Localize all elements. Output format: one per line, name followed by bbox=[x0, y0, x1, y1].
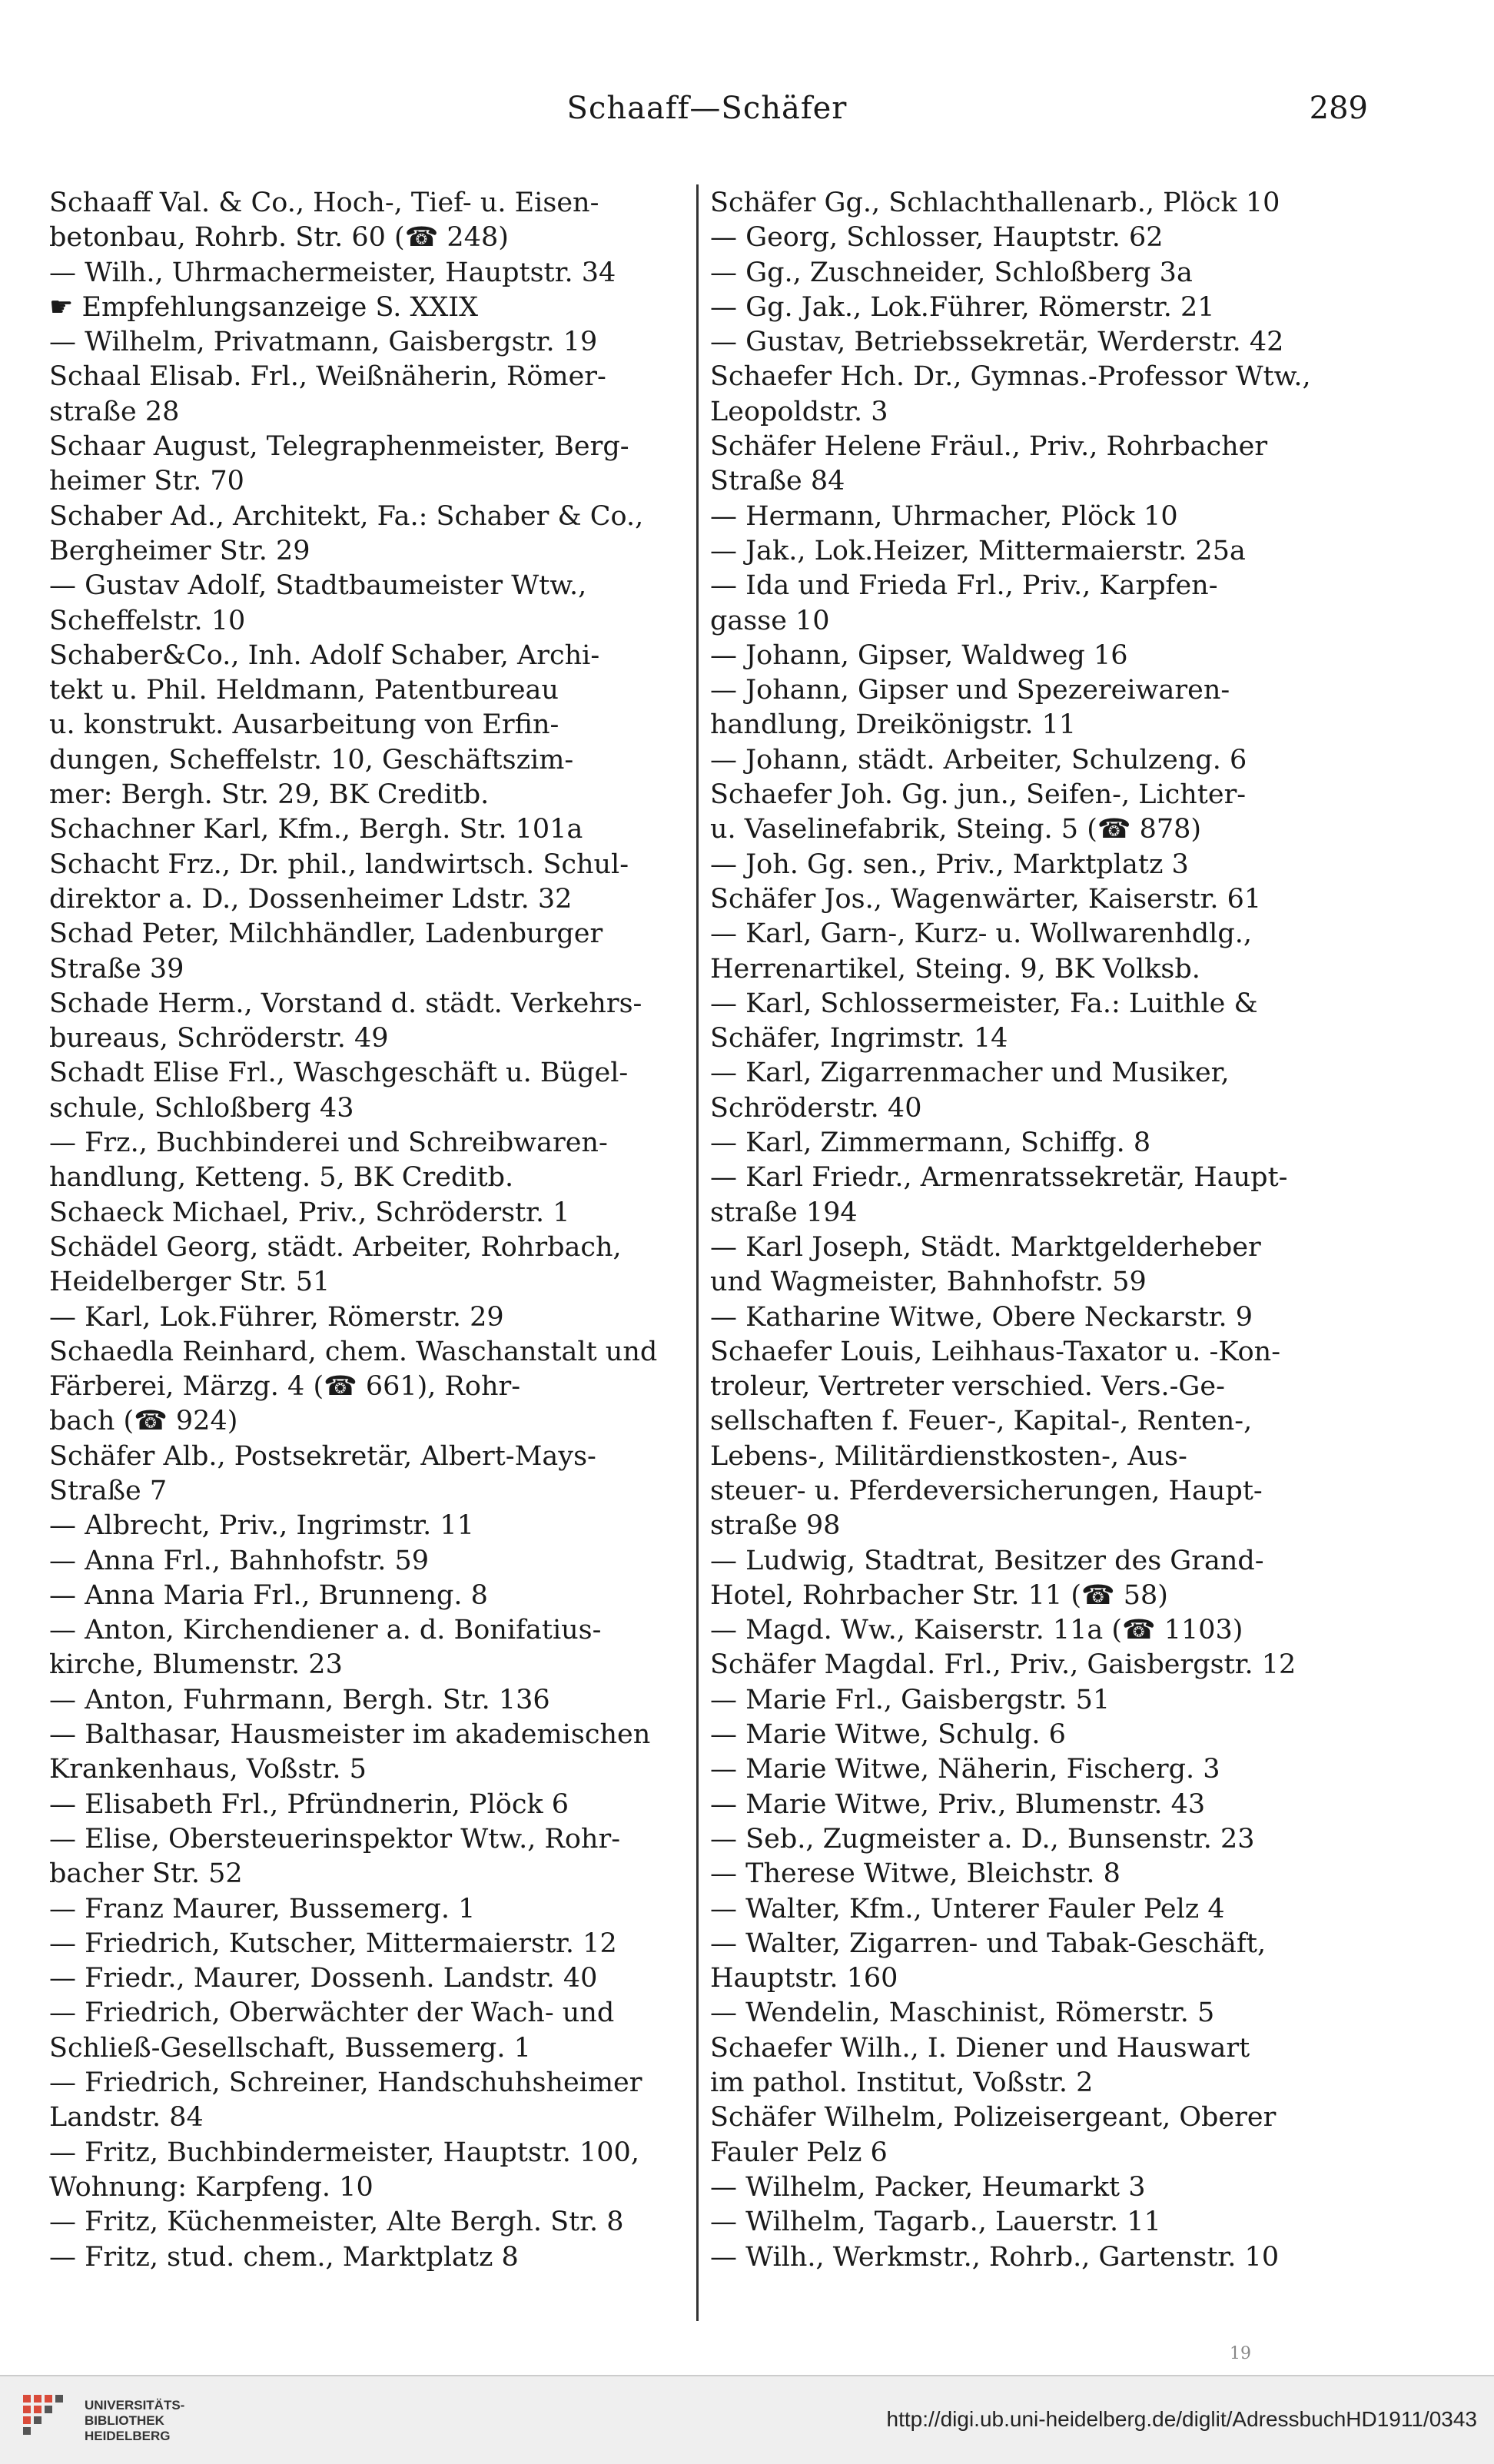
directory-entry-line: — Karl, Zigarrenmacher und Musiker, bbox=[710, 1058, 1230, 1089]
directory-entry-line: direktor a. D., Dossenheimer Ldstr. 32 bbox=[49, 883, 573, 915]
directory-entry-line: Lebens-, Militärdienstkosten-, Aus- bbox=[710, 1440, 1187, 1472]
directory-entry-line: steuer- u. Pferdeversicherungen, Haupt- bbox=[710, 1475, 1263, 1506]
directory-entry-line: — Fritz, Buchbindermeister, Hauptstr. 100, bbox=[49, 2137, 639, 2168]
directory-entry-line: Schließ-Gesellschaft, Bussemerg. 1 bbox=[49, 2032, 531, 2064]
directory-entry-line: Schaefer Louis, Leihhaus-Taxator u. -Kon- bbox=[710, 1336, 1281, 1367]
page-footer-mark: 19 bbox=[1230, 2344, 1251, 2363]
directory-entry-line: Landstr. 84 bbox=[49, 2102, 204, 2134]
directory-entry-line: Schaefer Joh. Gg. jun., Seifen-, Lichter- bbox=[710, 779, 1247, 811]
directory-entry-line: Bergheimer Str. 29 bbox=[49, 535, 310, 566]
directory-entry-line: Straße 84 bbox=[710, 466, 845, 497]
directory-entry-line: — Friedr., Maurer, Dossenh. Landstr. 40 bbox=[49, 1963, 598, 1994]
directory-entry-line: betonbau, Rohrb. Str. 60 (☎ 248) bbox=[49, 222, 509, 254]
directory-entry-line: — Gg. Jak., Lok.Führer, Römerstr. 21 bbox=[710, 291, 1215, 323]
directory-entry-line: — Karl Friedr., Armenratssekretär, Haupt- bbox=[710, 1162, 1288, 1194]
directory-entry-line: straße 98 bbox=[710, 1510, 841, 1542]
directory-entry-line: — Fritz, stud. chem., Marktplatz 8 bbox=[49, 2241, 519, 2273]
right-column bbox=[710, 186, 1379, 2275]
directory-entry-line: gasse 10 bbox=[710, 605, 830, 636]
directory-entry-line: schule, Schloßberg 43 bbox=[49, 1092, 354, 1124]
directory-entry-line: Schäfer Alb., Postsekretär, Albert-Mays- bbox=[49, 1440, 596, 1472]
directory-entry-line: Fauler Pelz 6 bbox=[710, 2137, 888, 2168]
directory-entry-line: straße 28 bbox=[49, 396, 180, 427]
directory-entry-line: Schäfer Wilhelm, Polizeisergeant, Oberer bbox=[710, 2102, 1277, 2134]
directory-entry-line: im pathol. Institut, Voßstr. 2 bbox=[710, 2067, 1094, 2099]
directory-entry-line: Schadt Elise Frl., Waschgeschäft u. Bügel- bbox=[49, 1058, 629, 1089]
directory-entry-line: u. Vaselinefabrik, Steing. 5 (☎ 878) bbox=[710, 814, 1202, 845]
directory-entry-line: — Jak., Lok.Heizer, Mittermaierstr. 25a bbox=[710, 535, 1246, 566]
viewer-footer bbox=[0, 2375, 1494, 2464]
directory-entry-line: Leopoldstr. 3 bbox=[710, 396, 888, 427]
directory-entry-line: — Albrecht, Priv., Ingrimstr. 11 bbox=[49, 1510, 474, 1542]
directory-entry-line: bacher Str. 52 bbox=[49, 1858, 243, 1890]
directory-entry-line: — Joh. Gg. sen., Priv., Marktplatz 3 bbox=[710, 848, 1189, 880]
directory-entry-line: Heidelberger Str. 51 bbox=[49, 1267, 330, 1298]
library-name: UNIVERSITÄTS- BIBLIOTHEK HEIDELBERG bbox=[85, 2398, 185, 2443]
directory-entry-line: — Anna Frl., Bahnhofstr. 59 bbox=[49, 1545, 429, 1576]
page-title: Schaaff—Schäfer bbox=[566, 91, 848, 126]
directory-entry-line: — Marie Witwe, Näherin, Fischerg. 3 bbox=[710, 1754, 1220, 1785]
directory-entry-line: — Gg., Zuschneider, Schloßberg 3a bbox=[710, 257, 1193, 288]
directory-entry-line: Schaber&Co., Inh. Adolf Schaber, Archi- bbox=[49, 639, 600, 671]
directory-entry-line: Schachner Karl, Kfm., Bergh. Str. 101a bbox=[49, 814, 583, 845]
directory-entry-line: Straße 7 bbox=[49, 1475, 168, 1506]
directory-entry-line: — Gustav Adolf, Stadtbaumeister Wtw., bbox=[49, 570, 587, 602]
directory-entry-line: tekt u. Phil. Heldmann, Patentbureau bbox=[49, 675, 559, 706]
directory-entry-line: Schaaff Val. & Co., Hoch-, Tief- u. Eisen- bbox=[49, 188, 599, 218]
directory-entry-line: — Karl, Lok.Führer, Römerstr. 29 bbox=[49, 1301, 504, 1333]
directory-entry-line: — Fritz, Küchenmeister, Alte Bergh. Str. 8 bbox=[49, 2207, 624, 2238]
directory-entry-line: Herrenartikel, Steing. 9, BK Volksb. bbox=[710, 953, 1200, 985]
directory-entry-line: Scheffelstr. 10 bbox=[49, 605, 246, 636]
directory-entry-line: — Ludwig, Stadtrat, Besitzer des Grand- bbox=[710, 1545, 1264, 1576]
directory-entry-line: — Wilhelm, Packer, Heumarkt 3 bbox=[710, 2171, 1146, 2203]
directory-entry-line: — Marie Frl., Gaisbergstr. 51 bbox=[710, 1684, 1111, 1715]
directory-entry-line: Hauptstr. 160 bbox=[710, 1963, 898, 1994]
directory-entry-line: — Johann, Gipser und Spezereiwaren- bbox=[710, 675, 1230, 706]
page-number: 289 bbox=[1309, 91, 1368, 126]
directory-entry-line: — Franz Maurer, Bussemerg. 1 bbox=[49, 1893, 476, 1924]
directory-entry-line: Schröderstr. 40 bbox=[710, 1092, 922, 1124]
directory-entry-line: bach (☎ 924) bbox=[49, 1406, 238, 1437]
permalink-url[interactable]: http://digi.ub.uni-heidelberg.de/diglit/AdressbuchHD1911/0343 bbox=[886, 2407, 1477, 2431]
directory-entry-line: troleur, Vertreter verschied. Vers.-Ge- bbox=[710, 1371, 1225, 1403]
directory-entry-line: Schaefer Wilh., I. Diener und Hauswart bbox=[710, 2032, 1250, 2064]
directory-entry-line: — Karl, Zimmermann, Schiffg. 8 bbox=[710, 1127, 1151, 1159]
directory-entry-line: — Balthasar, Hausmeister im akademischen bbox=[49, 1719, 651, 1751]
directory-entry-line: mer: Bergh. Str. 29, BK Creditb. bbox=[49, 779, 490, 811]
directory-entry-line: bureaus, Schröderstr. 49 bbox=[49, 1023, 389, 1054]
directory-entry-line: dungen, Scheffelstr. 10, Geschäftszim- bbox=[49, 744, 574, 775]
directory-entry-line: Wohnung: Karpfeng. 10 bbox=[49, 2171, 374, 2203]
directory-entry-line: Schäfer Magdal. Frl., Priv., Gaisbergstr. 12 bbox=[710, 1649, 1296, 1681]
directory-entry-line: handlung, Dreikönigstr. 11 bbox=[710, 709, 1077, 741]
directory-entry-line: Straße 39 bbox=[49, 953, 184, 985]
left-column bbox=[49, 186, 687, 2275]
directory-entry-line: — Marie Witwe, Priv., Blumenstr. 43 bbox=[710, 1788, 1206, 1820]
directory-entry-line: — Elisabeth Frl., Pfründnerin, Plöck 6 bbox=[49, 1788, 569, 1820]
directory-entry-line: Schädel Georg, städt. Arbeiter, Rohrbach, bbox=[49, 1231, 622, 1263]
directory-entry-line: und Wagmeister, Bahnhofstr. 59 bbox=[710, 1267, 1147, 1298]
directory-entry-line: — Karl, Schlossermeister, Fa.: Luithle & bbox=[710, 988, 1258, 1019]
directory-entry-line: — Friedrich, Schreiner, Handschuhsheimer bbox=[49, 2067, 642, 2099]
directory-entry-line: Krankenhaus, Voßstr. 5 bbox=[49, 1754, 367, 1785]
directory-entry-line: Schaal Elisab. Frl., Weißnäherin, Römer- bbox=[49, 361, 606, 393]
directory-entry-line: — Marie Witwe, Schulg. 6 bbox=[710, 1719, 1066, 1751]
directory-entry-line: Schäfer, Ingrimstr. 14 bbox=[710, 1023, 1008, 1054]
directory-entry-line: straße 194 bbox=[710, 1197, 858, 1228]
directory-entry-line: — Anton, Kirchendiener a. d. Bonifatius- bbox=[49, 1615, 602, 1646]
directory-entry-line: ☛ Empfehlungsanzeige S. XXIX bbox=[49, 291, 479, 323]
directory-entry-line: Schaedla Reinhard, chem. Waschanstalt und bbox=[49, 1336, 658, 1367]
directory-entry-line: Färberei, Märzg. 4 (☎ 661), Rohr- bbox=[49, 1371, 521, 1403]
directory-entry-line: Schäfer Jos., Wagenwärter, Kaiserstr. 61 bbox=[710, 883, 1262, 915]
directory-entry-line: — Gustav, Betriebssekretär, Werderstr. 42 bbox=[710, 327, 1284, 358]
directory-entry-line: Schade Herm., Vorstand d. städt. Verkehrs- bbox=[49, 988, 642, 1019]
university-library-logo-icon bbox=[17, 2389, 78, 2450]
directory-entry-line: — Wendelin, Maschinist, Römerstr. 5 bbox=[710, 1997, 1215, 2029]
directory-entry-line: — Wilhelm, Privatmann, Gaisbergstr. 19 bbox=[49, 327, 598, 358]
directory-entry-line: Hotel, Rohrbacher Str. 11 (☎ 58) bbox=[710, 1579, 1168, 1611]
directory-entry-line: — Anton, Fuhrmann, Bergh. Str. 136 bbox=[49, 1684, 550, 1715]
directory-entry-line: heimer Str. 70 bbox=[49, 466, 244, 497]
directory-entry-line: — Hermann, Uhrmacher, Plöck 10 bbox=[710, 500, 1178, 532]
directory-entry-line: — Walter, Kfm., Unterer Fauler Pelz 4 bbox=[710, 1893, 1225, 1924]
directory-entry-line: — Friedrich, Oberwächter der Wach- und bbox=[49, 1997, 615, 2029]
directory-entry-line: — Elise, Obersteuerinspektor Wtw., Rohr- bbox=[49, 1823, 621, 1855]
directory-entry-line: — Katharine Witwe, Obere Neckarstr. 9 bbox=[710, 1301, 1253, 1333]
directory-entry-line: sellschaften f. Feuer-, Kapital-, Renten-, bbox=[710, 1406, 1253, 1437]
directory-entry-line: — Walter, Zigarren- und Tabak-Geschäft, bbox=[710, 1928, 1267, 1959]
directory-entry-line: — Johann, Gipser, Waldweg 16 bbox=[710, 639, 1128, 671]
directory-entry-line: — Karl Joseph, Städt. Marktgelderheber bbox=[710, 1231, 1261, 1263]
directory-entry-line: u. konstrukt. Ausarbeitung von Erfin- bbox=[49, 709, 559, 741]
directory-entry-line: — Wilh., Uhrmachermeister, Hauptstr. 34 bbox=[49, 257, 616, 288]
directory-entry-line: — Therese Witwe, Bleichstr. 8 bbox=[710, 1858, 1120, 1890]
directory-entry-line: — Frz., Buchbinderei und Schreibwaren- bbox=[49, 1127, 608, 1159]
column-divider bbox=[696, 184, 699, 2321]
directory-entry-line: Schad Peter, Milchhändler, Ladenburger bbox=[49, 918, 603, 950]
directory-entry-line: — Ida und Frieda Frl., Priv., Karpfen- bbox=[710, 570, 1218, 602]
directory-entry-line: — Anna Maria Frl., Brunneng. 8 bbox=[49, 1579, 488, 1611]
directory-entry-line: Schaeck Michael, Priv., Schröderstr. 1 bbox=[49, 1197, 570, 1228]
directory-entry-line: — Wilh., Werkmstr., Rohrb., Gartenstr. 10 bbox=[710, 2241, 1280, 2273]
directory-entry-line: handlung, Ketteng. 5, BK Creditb. bbox=[49, 1162, 514, 1194]
page-header bbox=[46, 91, 1368, 137]
directory-entry-line: Schäfer Gg., Schlachthallenarb., Plöck 10 bbox=[710, 188, 1280, 218]
directory-entry-line: — Magd. Ww., Kaiserstr. 11a (☎ 1103) bbox=[710, 1615, 1243, 1646]
directory-entry-line: kirche, Blumenstr. 23 bbox=[49, 1649, 343, 1681]
directory-entry-line: — Wilhelm, Tagarb., Lauerstr. 11 bbox=[710, 2207, 1161, 2238]
directory-entry-line: Schaefer Hch. Dr., Gymnas.-Professor Wtw., bbox=[710, 361, 1311, 393]
directory-entry-line: Schacht Frz., Dr. phil., landwirtsch. Schul- bbox=[49, 848, 629, 880]
directory-entry-line: — Georg, Schlosser, Hauptstr. 62 bbox=[710, 222, 1164, 254]
directory-entry-line: — Johann, städt. Arbeiter, Schulzeng. 6 bbox=[710, 744, 1247, 775]
directory-entry-line: Schäfer Helene Fräul., Priv., Rohrbacher bbox=[710, 431, 1268, 463]
directory-entry-line: — Karl, Garn-, Kurz- u. Wollwarenhdlg., bbox=[710, 918, 1252, 950]
directory-entry-line: Schaar August, Telegraphenmeister, Berg- bbox=[49, 431, 629, 463]
directory-entry-line: Schaber Ad., Architekt, Fa.: Schaber & Co., bbox=[49, 500, 644, 532]
directory-entry-line: — Friedrich, Kutscher, Mittermaierstr. 12 bbox=[49, 1928, 617, 1959]
directory-entry-line: — Seb., Zugmeister a. D., Bunsenstr. 23 bbox=[710, 1823, 1255, 1855]
